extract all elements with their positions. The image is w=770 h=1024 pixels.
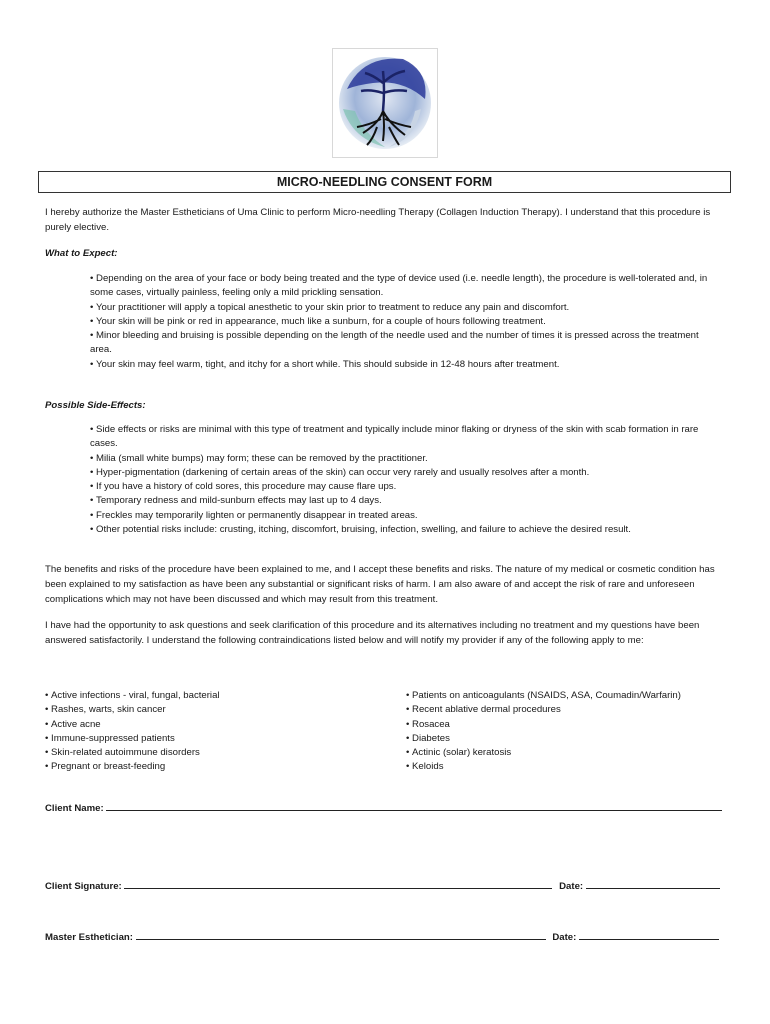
client-signature-row [45, 878, 720, 892]
list-item: • Skin-related autoimmune disorders [45, 746, 385, 760]
master-esthetician-label: Master Esthetician: [45, 932, 133, 943]
client-name-row [45, 800, 722, 814]
list-item: • Side effects or risks are minimal with this type of treatment and typically include minor flaking or dryness of the skin with scab formation in rare cases. [90, 423, 715, 452]
list-item: • Diabetes [406, 732, 736, 746]
side-effects-heading: Possible Side-Effects: [45, 400, 146, 411]
intro-paragraph: I hereby authorize the Master Estheticians of Uma Clinic to perform Micro-needling Therapy (Collagen Induction Therapy). I understand that this procedure is purely elective. [45, 207, 711, 233]
client-name-label: Client Name: [45, 803, 104, 814]
contraindications-left [45, 689, 385, 775]
list-item: • Keloids [406, 760, 736, 774]
master-esthetician-row [45, 929, 719, 943]
list-item: • Your practitioner will apply a topical anesthetic to your skin prior to treatment to reduce any pain and discomfort. [90, 301, 715, 315]
list-item: • Your skin will be pink or red in appearance, much like a sunburn, for a couple of hours following treatment. [90, 315, 715, 329]
esthetician-date-field[interactable] [579, 929, 719, 940]
list-item: • Temporary redness and mild-sunburn effects may last up to 4 days. [90, 494, 715, 508]
side-effects-list [90, 423, 715, 537]
expect-heading: What to Expect: [45, 248, 118, 259]
list-item: • Actinic (solar) keratosis [406, 746, 736, 760]
date-label: Date: [552, 932, 577, 943]
opportunity-paragraph: I have had the opportunity to ask questions and seek clarification of this procedure and its alternatives including no treatment and my questions have been answered satisfactorily. I understand the following contraindications listed below and will notify my provider if any of the following apply to me: [45, 620, 700, 646]
list-item: • Your skin may feel warm, tight, and itchy for a short while. This should subside in 12-48 hours after treatment. [90, 358, 715, 372]
master-esthetician-field[interactable] [136, 929, 546, 940]
form-title: MICRO-NEEDLING CONSENT FORM [38, 171, 731, 193]
list-item: • Depending on the area of your face or body being treated and the type of device used (i.e. needle length), the procedure is well-tolerated and, in some cases, virtually painless, feeling only a mild prickling sensation. [90, 272, 715, 301]
client-signature-field[interactable] [124, 878, 552, 889]
clinic-logo [332, 48, 438, 158]
list-item: • Milia (small white bumps) may form; these can be removed by the practitioner. [90, 452, 715, 466]
date-label: Date: [559, 881, 584, 892]
list-item: • Patients on anticoagulants (NSAIDS, ASA, Coumadin/Warfarin) [406, 689, 736, 703]
tree-of-life-logo-icon [333, 49, 437, 157]
client-date-field[interactable] [586, 878, 720, 889]
list-item: • Active acne [45, 718, 385, 732]
list-item: • Other potential risks include: crusting, itching, discomfort, bruising, infection, swelling, and failure to achieve the desired result. [90, 523, 715, 537]
contraindications-right [406, 689, 736, 775]
client-name-field[interactable] [106, 800, 722, 811]
list-item: • Rosacea [406, 718, 736, 732]
list-item: • If you have a history of cold sores, this procedure may cause flare ups. [90, 480, 715, 494]
list-item: • Immune-suppressed patients [45, 732, 385, 746]
benefits-paragraph: The benefits and risks of the procedure have been explained to me, and I accept these benefits and risks. The nature of my medical or cosmetic condition has been explained to my satisfaction as have been any substantial or significant risks of harm. I am also aware of and accept the risk of rare and unforeseen complications which may not have been discussed and which may result from this treatment. [45, 564, 715, 605]
client-signature-label: Client Signature: [45, 881, 122, 892]
list-item: • Hyper-pigmentation (darkening of certain areas of the skin) can occur very rarely and usually resolves after a month. [90, 466, 715, 480]
list-item: • Recent ablative dermal procedures [406, 703, 736, 717]
list-item: • Pregnant or breast-feeding [45, 760, 385, 774]
expect-list [90, 272, 715, 372]
list-item: • Minor bleeding and bruising is possible depending on the length of the needle used and the number of times it is pressed across the treatment area. [90, 329, 715, 358]
list-item: • Rashes, warts, skin cancer [45, 703, 385, 717]
list-item: • Freckles may temporarily lighten or permanently disappear in treated areas. [90, 509, 715, 523]
list-item: • Active infections - viral, fungal, bacterial [45, 689, 385, 703]
